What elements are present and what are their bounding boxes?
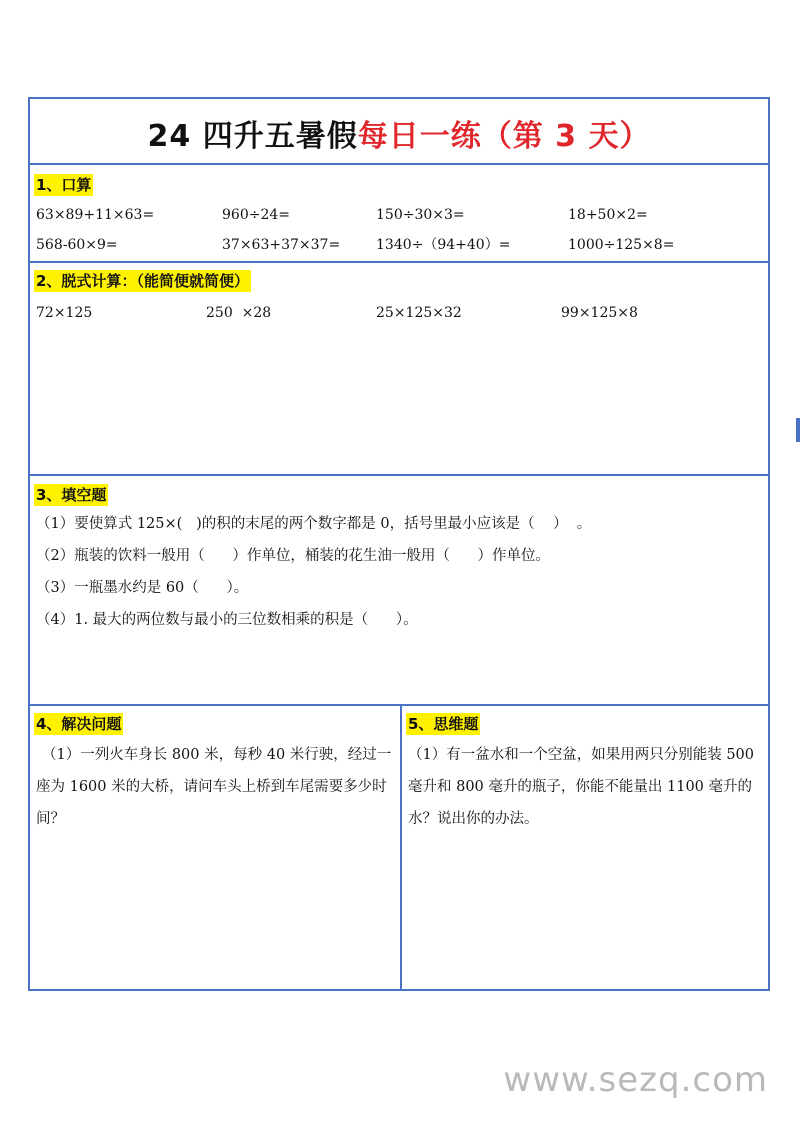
worksheet-frame: [28, 97, 770, 991]
title-main: 24 四升五暑假: [147, 119, 358, 154]
step-calc-item: 250 ×28: [206, 305, 272, 321]
fill-blank-item: （2）瓶装的饮料一般用（ ）作单位，桶装的花生油一般用（ ）作单位。: [36, 548, 551, 564]
step-calc-item: 25×125×32: [376, 305, 462, 321]
problem-text: （1）一列火车身长 800 米，每秒 40 米行驶，经过一座为 1600 米的大桥，请问车头上桥到车尾需要多少时间？: [36, 747, 392, 827]
oral-calc-item: 1000÷125×8=: [568, 237, 675, 253]
fill-blank-item: （3）一瓶墨水约是 60（ ）。: [36, 580, 249, 596]
step-calc-item: 72×125: [36, 305, 93, 321]
page-title: [30, 111, 768, 155]
section-4-heading: 4、解决问题: [36, 715, 122, 733]
oral-calc-item: 37×63+37×37=: [222, 237, 341, 253]
section-3-heading: 3、填空题: [36, 486, 107, 504]
divider: [30, 704, 768, 706]
divider: [30, 163, 768, 165]
title-highlight: 每日一练（第 3 天）: [357, 119, 651, 154]
oral-calc-item: 18+50×2=: [568, 207, 648, 223]
fill-blank-item: （1）要使算式 125×( )的积的末尾的两个数字都是 0，括号里最小应该是（ ） 。: [36, 516, 592, 532]
oral-calc-item: 568-60×9=: [36, 237, 118, 253]
oral-calc-item: 150÷30×3=: [376, 207, 465, 223]
fill-blank-item: （4）1. 最大的两位数与最小的三位数相乘的积是（ ）。: [36, 612, 418, 628]
watermark: www.sezq.com: [503, 1060, 768, 1100]
thinking-problem-text: （1）有一盆水和一个空盆，如果用两只分别能装 500 毫升和 800 毫升的瓶子，你能不能量出 1100 毫升的水？说出你的办法。: [408, 747, 755, 827]
oral-calc-item: 960÷24=: [222, 207, 290, 223]
section-2-heading: 2、脱式计算：（能简便就简便）: [36, 272, 249, 290]
column-divider: [400, 704, 402, 989]
step-calc-item: 99×125×8: [561, 305, 638, 321]
edge-mark: [796, 418, 800, 442]
divider: [30, 261, 768, 263]
oral-calc-item: 63×89+11×63=: [36, 207, 155, 223]
divider: [30, 474, 768, 476]
section-1-heading: 1、口算: [36, 176, 92, 194]
oral-calc-item: 1340÷（94+40）=: [376, 237, 511, 253]
section-5-heading: 5、思维题: [408, 715, 479, 733]
